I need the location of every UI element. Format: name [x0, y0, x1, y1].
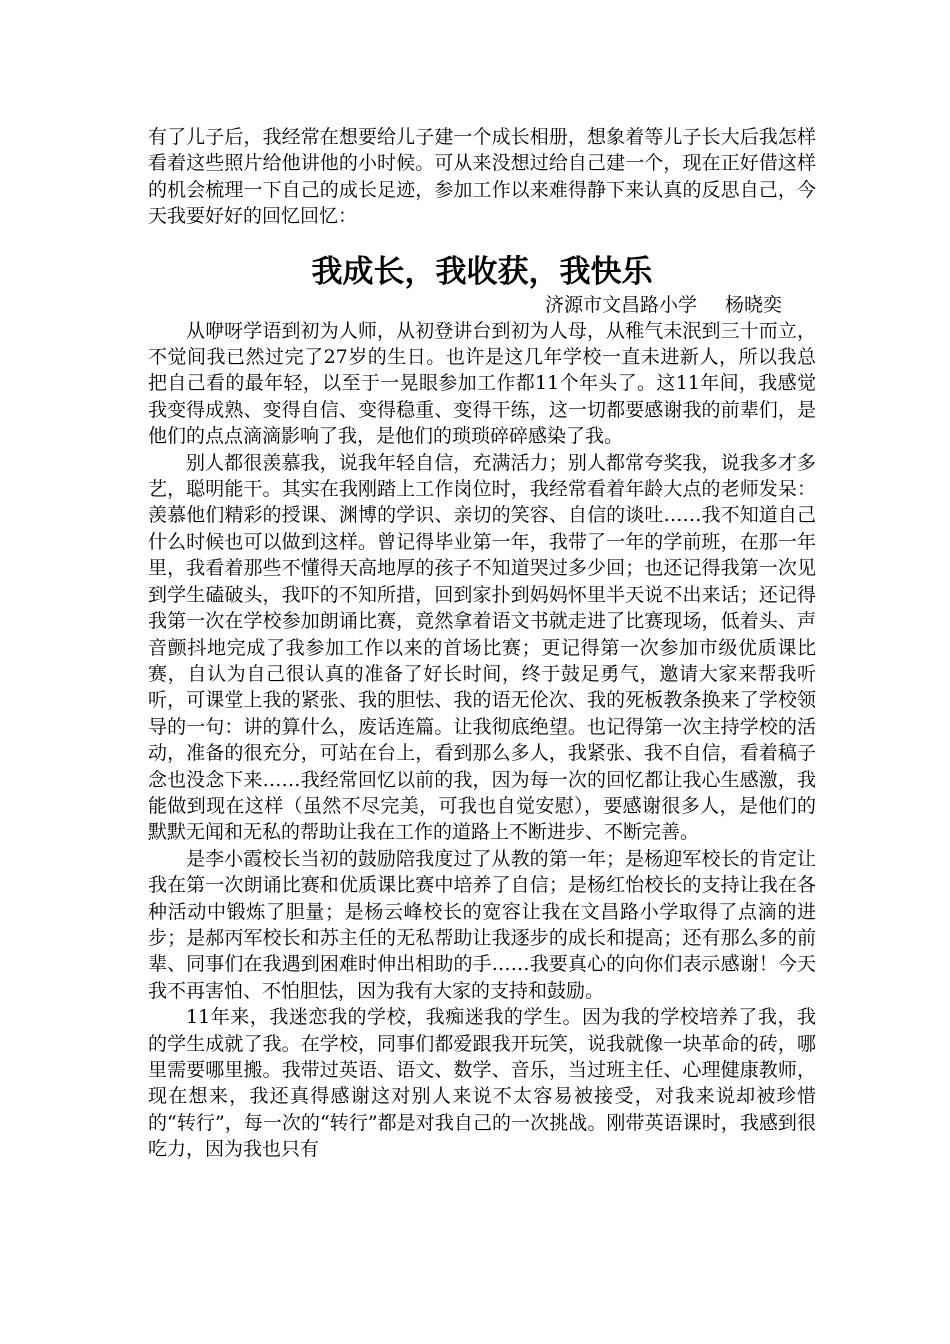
byline-author: 杨晓奕	[724, 293, 782, 316]
body-paragraph-2: 别人都很羡慕我，说我年轻自信，充满活力；别人都常夸奖我，说我多才多艺，聪明能干。其实在我刚踏上工作岗位时，我经常看着年龄大点的老师发呆：羡慕他们精彩的授课、渊博的学识、亲切的笑容、自信的谈吐……我不知道自己什么时候也可以做到这样。曾记得毕业第一年，我带了一年的学前班，在那一年里，我看着那些不懂得天高地厚的孩子不知道哭过多少回；也还记得我第一次见到学生磕破头，我吓的不知所措，回到家扑到妈妈怀里半天说不出来话；还记得我第一次在学校参加朗诵比赛，竟然拿着语文书就走进了比赛现场，低着头、声音颤抖地完成了我参加工作以来的首场比赛；更记得第一次参加市级优质课比赛，自认为自己很认真的准备了好长时间，终于鼓足勇气，邀请大家来帮我听听，可课堂上我的紧张、我的胆怯、我的语无伦次、我的死板教条换来了学校领导的一句：讲的算什么，废话连篇。让我彻底绝望。也记得第一次主持学校的活动，准备的很充分，可站在台上，看到那么多人，我紧张、我不自信，看着稿子念也没念下来……我经常回忆以前的我，因为每一次的回忆都让我心生感激，我能做到现在这样（虽然不尽完美，可我也自觉安慰），要感谢很多人，是他们的默默无闻和无私的帮助让我在工作的道路上不断进步、不断完善。	[148, 451, 816, 844]
body-paragraph-3: 是李小霞校长当初的鼓励陪我度过了从教的第一年；是杨迎军校长的肯定让我在第一次朗诵比赛和优质课比赛中培养了自信；是杨红怡校长的支持让我在各种活动中锻炼了胆量；是杨云峰校长的宽容让我在文昌路小学取得了点滴的进步；是郝丙军校长和苏主任的无私帮助让我逐步的成长和提高；还有那么多的前辈、同事们在我遇到困难时伸出相助的手……我要真心的向你们表示感谢！今天我不再害怕、不怕胆怯，因为我有大家的支持和鼓励。	[148, 847, 816, 1002]
author-byline	[148, 292, 816, 318]
document-page	[148, 124, 816, 1163]
document-title: 我成长，我收获，我快乐	[311, 253, 653, 290]
body-paragraph-1: 从咿呀学语到初为人师，从初登讲台到初为人母，从稚气未泯到三十而立，不觉间我已然过完了27岁的生日。也许是这几年学校一直未进新人，所以我总把自己看的最年轻，以至于一晃眼参加工作都11个年头了。这11年间，我感觉我变得成熟、变得自信、变得稳重、变得干练，这一切都要感谢我的前辈们，是他们的点点滴滴影响了我，是他们的琐琐碎碎感染了我。	[148, 319, 816, 448]
byline-school: 济源市文昌路小学	[544, 293, 697, 316]
intro-paragraph: 有了儿子后，我经常在想要给儿子建一个成长相册，想象着等儿子长大后我怎样看着这些照片给他讲他的小时候。可从来没想过给自己建一个，现在正好借这样的机会梳理一下自己的成长足迹，参加工作以来难得静下来认真的反思自己，今天我要好好的回忆回忆：	[148, 126, 816, 228]
body-paragraph-4: 11年来，我迷恋我的学校，我痴迷我的学生。因为我的学校培养了我，我的学生成就了我。在学校，同事们都爱跟我开玩笑，说我就像一块革命的砖，哪里需要哪里搬。我带过英语、语文、数学、音乐，当过班主任、心理健康教师，现在想来，我还真得感谢这对别人来说不太容易被接受，对我来说却被珍惜的“转行”，每一次的“转行”都是对我自己的一次挑战。刚带英语课时，我感到很吃力，因为我也只有	[148, 1006, 816, 1161]
